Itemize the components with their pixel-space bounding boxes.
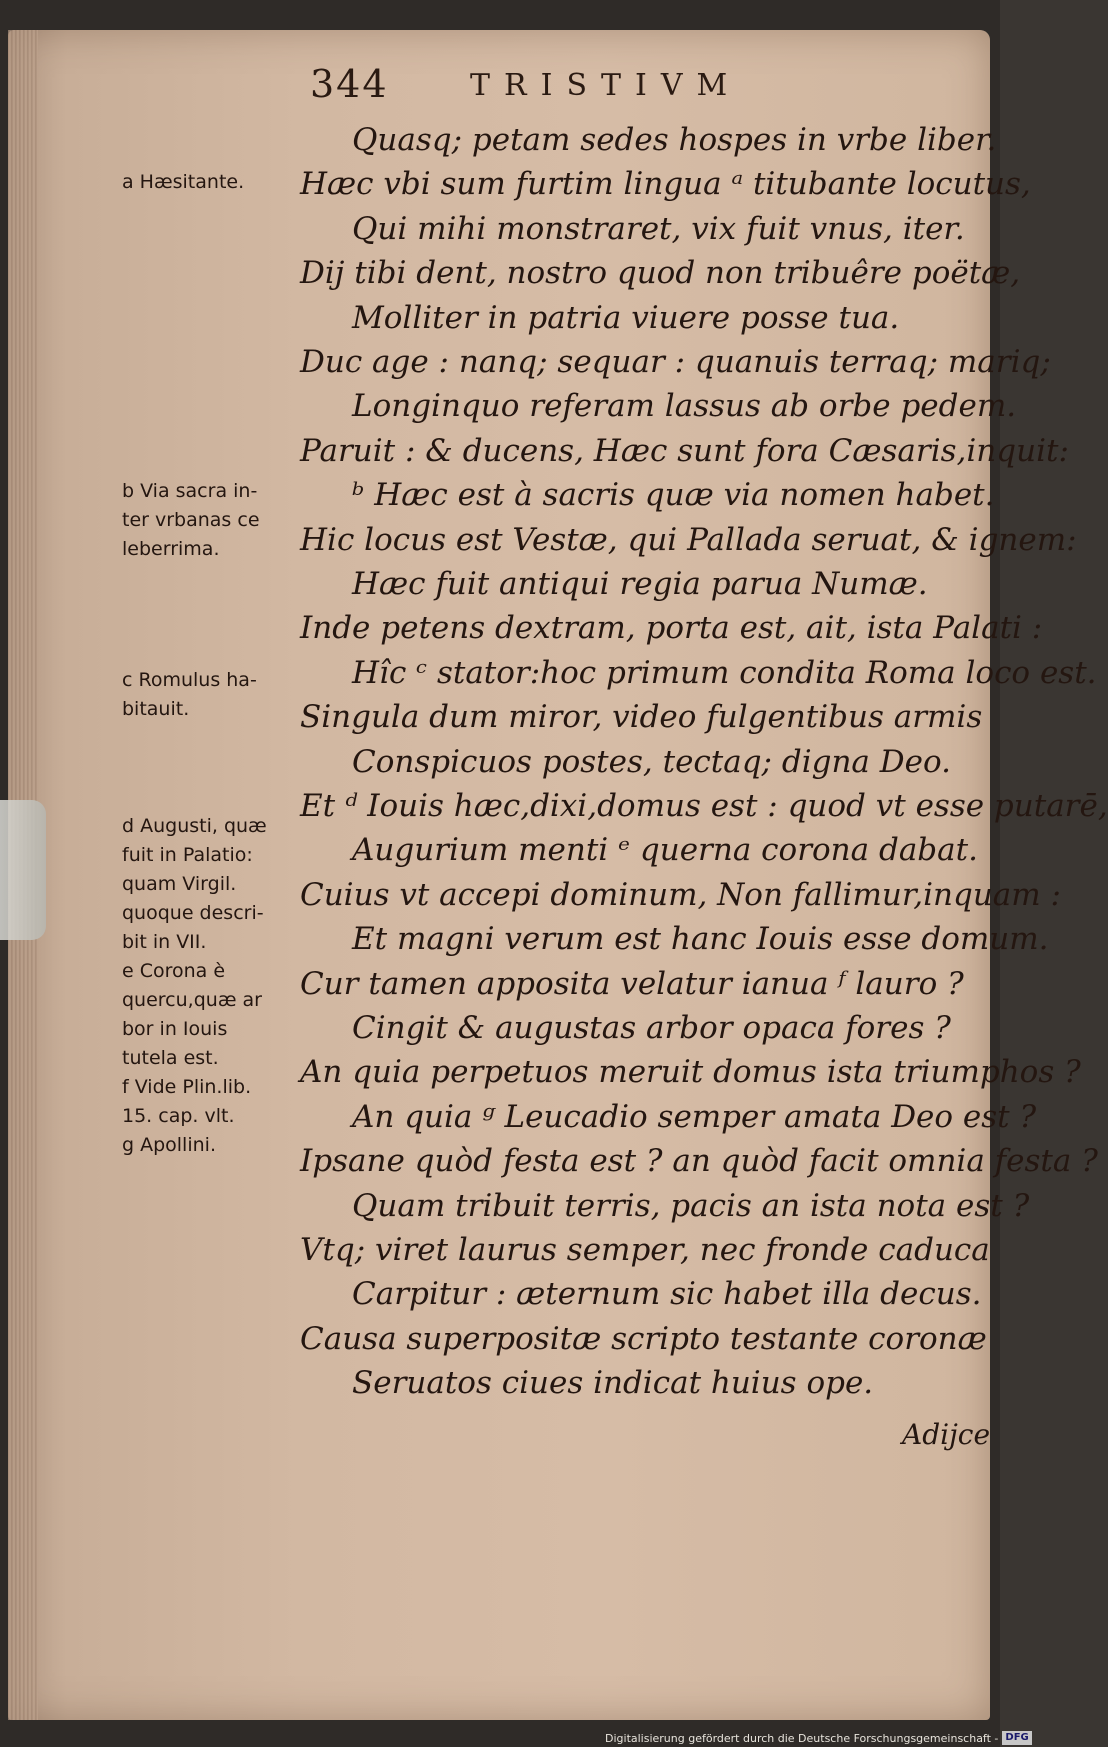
verse-line: ᵇ Hæc est à sacris quæ via nomen habet.	[352, 477, 995, 513]
verse-line: Cur tamen apposita velatur ianua ᶠ lauro ?	[300, 966, 964, 1002]
book-clip	[0, 800, 46, 940]
verse-line: Molliter in patria viuere posse tua.	[352, 300, 900, 336]
dfg-logo-icon: DFG	[1002, 1731, 1031, 1745]
verse-line: Seruatos ciues indicat huius ope.	[352, 1365, 874, 1401]
margin-note-d-g: d Augusti, quæ fuit in Palatio: quam Virgil. quoque descri- bit in VII. e Corona è quercu,quæ ar bor in Iouis tutela est. f Vide Plin.lib. 15. cap. vlt. g Apollini.	[122, 815, 267, 1156]
verse-line: An quia perpetuos meruit domus ista triumphos ?	[300, 1054, 1081, 1090]
verse-line: Duc age : nanq; sequar : quanuis terraq; mariq;	[300, 344, 1051, 380]
verse-line: Hæc vbi sum furtim lingua ᵃ titubante locutus,	[300, 166, 1031, 202]
verse-line: Hîc ᶜ stator:hoc primum condita Roma loco est.	[352, 655, 1097, 691]
margin-note-b: b Via sacra in- ter vrbanas ce leberrima.	[122, 480, 260, 560]
digitization-credit	[605, 1729, 1029, 1747]
verse-line: Hic locus est Vestæ, qui Pallada seruat, & ignem:	[300, 522, 1077, 558]
verse-line: Conspicuos postes, tectaq; digna Deo.	[352, 744, 951, 780]
verse-line: Carpitur : æternum sic habet illa decus.	[352, 1276, 982, 1312]
catchword: Adijce	[902, 1418, 991, 1451]
verse-line: Quasq; petam sedes hospes in vrbe liber.	[352, 122, 997, 158]
verse-line: Vtq; viret laurus semper, nec fronde caduca	[300, 1232, 990, 1268]
verse-line: Dij tibi dent, nostro quod non tribuêre poëtæ,	[300, 255, 1021, 291]
verse-line: Et ᵈ Iouis hæc,dixi,domus est : quod vt esse putarē,	[300, 788, 1108, 824]
verse-line: Hæc fuit antiqui regia parua Numæ.	[352, 566, 928, 602]
running-title: TRISTIVM	[470, 68, 742, 103]
verse-line: Inde petens dextram, porta est, ait, ista Palati :	[300, 610, 1043, 646]
verse-line: Quam tribuit terris, pacis an ista nota est ?	[352, 1188, 1030, 1224]
verse-line: Augurium menti ᵉ querna corona dabat.	[352, 832, 978, 868]
verse-line: An quia ᵍ Leucadio semper amata Deo est ?	[352, 1099, 1037, 1135]
verse-line: Ipsane quòd festa est ? an quòd facit omnia festa ?	[300, 1143, 1098, 1179]
margin-note-a: a Hæsitante.	[122, 171, 245, 193]
margin-note-c: c Romulus ha- bitauit.	[122, 669, 257, 720]
verse-line: Qui mihi monstraret, vix fuit vnus, iter.	[352, 211, 965, 247]
credit-text: Digitalisierung gefördert durch die Deutsche Forschungsgemeinschaft -	[605, 1731, 999, 1745]
folio-number: 344	[310, 62, 389, 106]
verse-line: Cingit & augustas arbor opaca fores ?	[352, 1010, 951, 1046]
verse-line: Singula dum miror, video fulgentibus armis	[300, 699, 983, 735]
verse-line: Paruit : & ducens, Hæc sunt fora Cæsaris,inquit:	[300, 433, 1069, 469]
verse-line: Longinquo referam lassus ab orbe pedem.	[352, 388, 1017, 424]
verse-line: Cuius vt accepi dominum, Non fallimur,inquam :	[300, 877, 1061, 913]
page-header	[0, 62, 1000, 112]
verse-line: Et magni verum est hanc Iouis esse domum.	[352, 921, 1049, 957]
verse-line: Causa superpositæ scripto testante coronæ	[300, 1321, 987, 1357]
